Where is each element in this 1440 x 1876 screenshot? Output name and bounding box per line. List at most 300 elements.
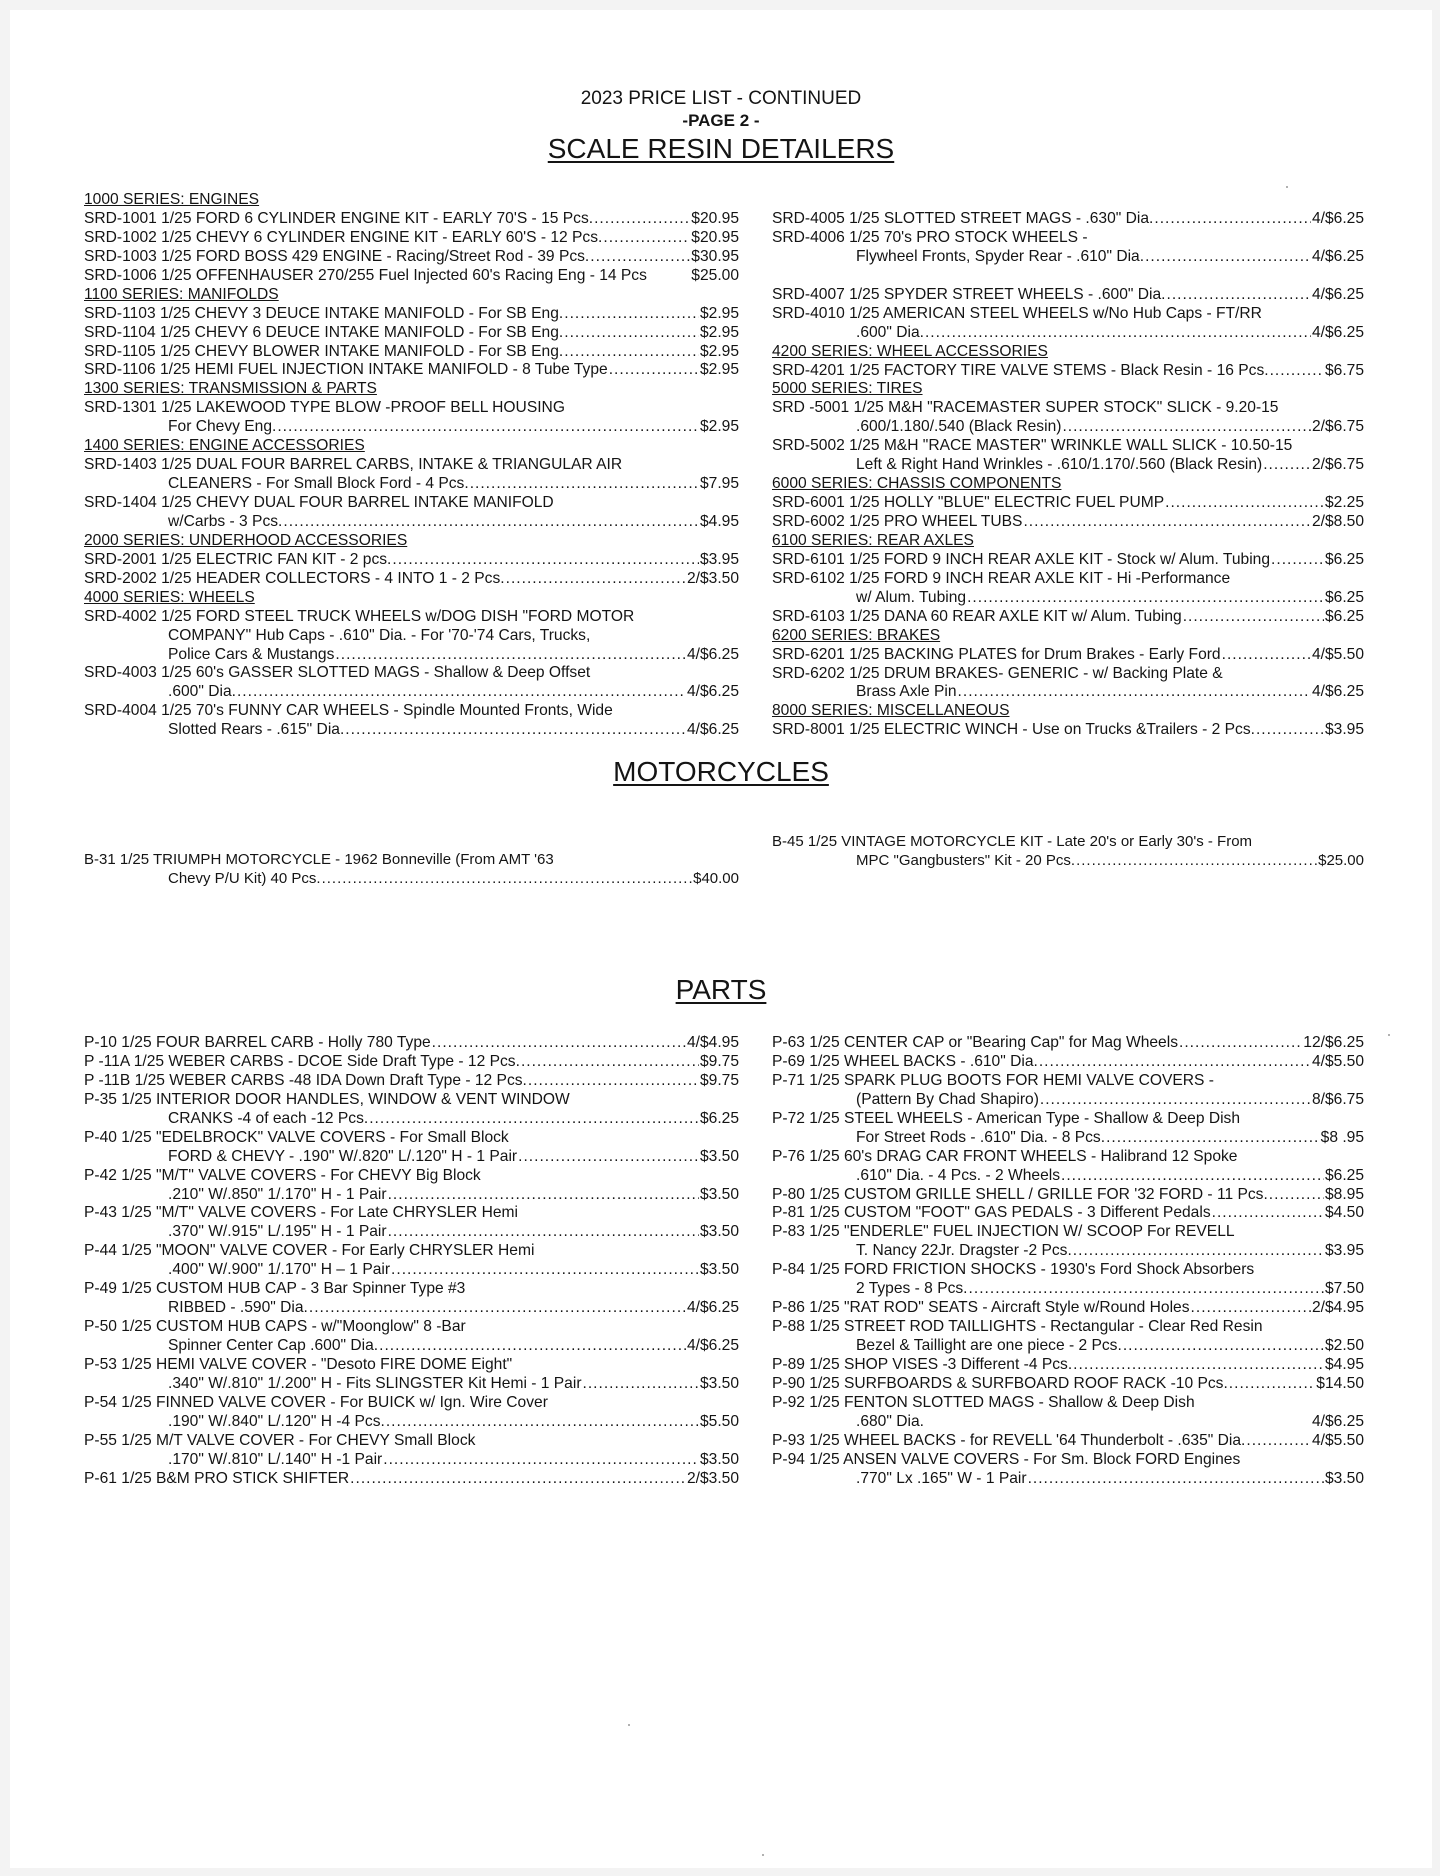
item-description: P-43 1/25 "M/T" VALVE COVERS - For Late CHRYSLER Hemi [84, 1204, 518, 1222]
item-price: 4/$5.50 [1311, 1052, 1364, 1070]
dot-leader [383, 1451, 699, 1470]
price-list-item [772, 721, 1364, 740]
dot-leader [388, 1223, 699, 1242]
price-list-item [772, 286, 1364, 305]
item-price: $4.95 [699, 512, 739, 530]
dot-leader [322, 870, 693, 889]
price-list-item [772, 305, 1364, 324]
item-description: SRD-1301 1/25 LAKEWOOD TYPE BLOW -PROOF BELL HOUSING [84, 399, 565, 417]
item-description: For Street Rods - .610" Dia. - 8 Pcs. [856, 1128, 1106, 1146]
price-list-item [84, 210, 739, 229]
dot-leader [958, 683, 1311, 702]
price-list-item [84, 343, 739, 362]
price-list-item [84, 1186, 739, 1205]
price-list-item [84, 1432, 739, 1451]
price-list-item [772, 1337, 1364, 1356]
price-list-item [772, 665, 1364, 684]
item-description: P-35 1/25 INTERIOR DOOR HANDLES, WINDOW & VENT WINDOW [84, 1090, 570, 1108]
price-list-item [772, 1034, 1364, 1053]
dot-leader [392, 551, 699, 570]
item-description: .680" Dia. [856, 1412, 924, 1430]
price-list-item [84, 399, 739, 418]
series-heading [84, 286, 739, 305]
price-list-item [772, 210, 1364, 229]
price-list-item [84, 475, 739, 494]
price-list-item [84, 646, 739, 665]
price-list-item [84, 1394, 739, 1413]
price-list-item [772, 1072, 1364, 1091]
item-description: Slotted Rears - .615" Dia. [168, 721, 345, 739]
price-list-item [772, 833, 1364, 852]
item-description: SRD-8001 1/25 ELECTRIC WINCH - Use on Trucks &Trailers - 2 Pcs. [772, 721, 1255, 739]
item-price: 4/$5.50 [1311, 645, 1364, 663]
dot-leader [603, 229, 690, 248]
motorcycles-right-column [772, 833, 1364, 871]
item-price: 2/$8.50 [1311, 513, 1364, 530]
item-description: P-49 1/25 CUSTOM HUB CAP - 3 Bar Spinner Type #3 [84, 1280, 466, 1298]
item-price: $3.50 [699, 1223, 739, 1241]
price-list-item [84, 1318, 739, 1337]
dot-leader [391, 1261, 699, 1280]
dot-leader [564, 305, 699, 324]
item-description: B-31 1/25 TRIUMPH MOTORCYCLE - 1962 Bonneville (From AMT '63 [84, 851, 554, 868]
parts-left-column [84, 1034, 739, 1489]
price-list-item [84, 361, 739, 380]
item-description: SRD-1104 1/25 CHEVY 6 DEUCE INTAKE MANIFOLD - For SB Eng. [84, 323, 564, 341]
dot-leader [1062, 418, 1311, 437]
scan-speck [1388, 1034, 1390, 1036]
item-description: P-81 1/25 CUSTOM "FOOT" GAS PEDALS - 3 Different Pedals [772, 1204, 1211, 1222]
dot-leader [1145, 248, 1311, 267]
price-list-item [84, 1413, 739, 1432]
price-list-item [84, 664, 739, 683]
price-list-item [772, 1375, 1364, 1394]
price-list-item [772, 1053, 1364, 1072]
item-description: SRD-4006 1/25 70's PRO STOCK WHEELS - [772, 228, 1088, 246]
item-price: $7.50 [1324, 1280, 1364, 1298]
item-description: SRD-6002 1/25 PRO WHEEL TUBS [772, 513, 1023, 530]
dot-leader [1269, 1186, 1324, 1205]
item-description: RIBBED - .590" Dia. [168, 1299, 308, 1317]
price-list-item [772, 324, 1364, 343]
item-description: P-89 1/25 SHOP VISES -3 Different -4 Pcs. [772, 1355, 1073, 1373]
dot-leader [583, 1375, 699, 1394]
price-list-item [84, 1299, 739, 1318]
price-list-item [84, 551, 739, 570]
scan-speck [628, 1724, 630, 1726]
price-list-item [772, 399, 1364, 418]
price-list-item [772, 456, 1364, 475]
item-description: P-72 1/25 STEEL WHEELS - American Type - Shallow & Deep Dish [772, 1109, 1241, 1127]
item-price: $3.50 [699, 1374, 739, 1392]
dot-leader [1028, 1470, 1324, 1489]
price-list-item [84, 1129, 739, 1148]
dot-leader [369, 1110, 699, 1129]
item-description: .600" Dia. [168, 683, 236, 701]
item-description: 1400 SERIES: ENGINE ACCESSORIES [84, 437, 365, 455]
price-list-page [10, 10, 1432, 1868]
price-list-item [84, 1470, 739, 1489]
item-description: P-69 1/25 WHEEL BACKS - .610" Dia. [772, 1052, 1038, 1070]
dot-leader [1154, 210, 1311, 229]
item-description: SRD-4003 1/25 60's GASSER SLOTTED MAGS - Shallow & Deep Offset [84, 664, 591, 682]
item-price: 2/$3.50 [686, 1469, 739, 1487]
price-list-item [84, 702, 739, 721]
series-heading [84, 589, 739, 608]
item-description: 6100 SERIES: REAR AXLES [772, 531, 974, 549]
item-description: SRD-4002 1/25 FORD STEEL TRUCK WHEELS w/DOG DISH "FORD MOTOR [84, 607, 635, 625]
item-price: $3.50 [699, 1185, 739, 1203]
item-description: P-55 1/25 M/T VALVE COVER - For CHEVY Small Block [84, 1431, 476, 1449]
dot-leader [283, 513, 699, 532]
section-heading-detailers: SCALE RESIN DETAILERS [547, 133, 895, 164]
dot-leader [1123, 1337, 1324, 1356]
item-description: CLEANERS - For Small Block Ford - 4 Pcs. [168, 475, 469, 493]
price-list-item [772, 1261, 1364, 1280]
dot-leader [388, 1186, 699, 1205]
item-price: $2.95 [699, 304, 739, 322]
item-description: .400" W/.900" 1/.170" H – 1 Pair [168, 1261, 391, 1279]
series-heading [772, 343, 1364, 362]
dot-leader [1271, 551, 1324, 570]
item-price: $40.00 [693, 869, 739, 887]
item-price: $2.25 [1324, 494, 1364, 512]
dot-leader [506, 570, 686, 589]
item-description: .770" Lx .165" W - 1 Pair [856, 1469, 1027, 1487]
item-price: $3.50 [1324, 1469, 1364, 1487]
item-price: $4.95 [1324, 1355, 1364, 1373]
dot-leader [1076, 852, 1317, 871]
price-list-title: 2023 PRICE LIST - CONTINUED [580, 88, 862, 109]
dot-leader [345, 721, 686, 740]
price-list-item [84, 229, 739, 248]
price-list-item [772, 1167, 1364, 1186]
item-price: $3.95 [1324, 1242, 1364, 1260]
dot-leader [969, 1280, 1324, 1299]
item-price: $6.25 [1324, 588, 1364, 606]
dot-leader [1106, 1129, 1320, 1148]
price-list-item [84, 1356, 739, 1375]
price-list-item [84, 1091, 739, 1110]
item-price: $3.95 [699, 550, 739, 568]
price-list-item [84, 418, 739, 437]
price-list-item [772, 1299, 1364, 1318]
item-description: COMPANY" Hub Caps - .610" Dia. - For '70-'74 Cars, Trucks, [168, 626, 591, 644]
dot-leader [1073, 1356, 1324, 1375]
price-list-item [84, 456, 739, 475]
item-description: For Chevy Eng. [168, 418, 277, 436]
item-description: P-53 1/25 HEMI VALVE COVER - "Desoto FIRE DOME Eight" [84, 1355, 513, 1373]
item-description: P-94 1/25 ANSEN VALVE COVERS - For Sm. Block FORD Engines [772, 1450, 1241, 1468]
series-heading [84, 532, 739, 551]
series-heading [772, 475, 1364, 494]
dot-leader [277, 418, 699, 437]
item-price: $9.75 [699, 1052, 739, 1070]
item-description: T. Nancy 22Jr. Dragster -2 Pcs. [856, 1242, 1072, 1260]
item-description: Bezel & Taillight are one piece - 2 Pcs. [856, 1337, 1122, 1354]
item-description: .190" W/.840" L/.120" H -4 Pcs. [168, 1412, 385, 1430]
dot-leader [1191, 1299, 1311, 1318]
price-list-item [84, 248, 739, 267]
price-list-item [84, 267, 739, 286]
item-description: (Pattern By Chad Shapiro) [856, 1090, 1039, 1108]
price-list-item [772, 362, 1364, 381]
item-price: $6.25 [1324, 550, 1364, 568]
item-price: 4/$6.25 [1311, 285, 1364, 303]
price-list-item [772, 437, 1364, 456]
item-price: 4/$6.25 [1311, 247, 1364, 265]
price-list-item [772, 852, 1364, 871]
item-description: Police Cars & Mustangs [168, 645, 335, 663]
item-description: SRD-2001 1/25 ELECTRIC FAN KIT - 2 pcs. [84, 550, 392, 568]
item-description: SRD-1103 1/25 CHEVY 3 DEUCE INTAKE MANIFOLD - For SB Eng. [84, 304, 564, 322]
series-heading [772, 532, 1364, 551]
price-list-item [772, 1148, 1364, 1167]
parts-right-column [772, 1034, 1364, 1489]
price-list-item [84, 1148, 739, 1167]
item-description: P-50 1/25 CUSTOM HUB CAPS - w/"Moonglow" 8 -Bar [84, 1318, 466, 1336]
item-description: SRD-4010 1/25 AMERICAN STEEL WHEELS w/No Hub Caps - FT/RR [772, 304, 1262, 322]
item-price: $6.25 [1324, 1166, 1364, 1184]
price-list-item [84, 1280, 739, 1299]
item-description: P-40 1/25 "EDELBROCK" VALVE COVERS - For Small Block [84, 1128, 509, 1146]
price-list-item [772, 608, 1364, 627]
price-list-item [772, 1451, 1364, 1470]
scan-speck [762, 1854, 764, 1856]
item-description: SRD-6101 1/25 FORD 9 INCH REAR AXLE KIT - Stock w/ Alum. Tubing [772, 550, 1271, 568]
item-description: P-80 1/25 CUSTOM GRILLE SHELL / GRILLE FOR '32 FORD - 11 Pcs. [772, 1185, 1268, 1203]
item-description: Left & Right Hand Wrinkles - .610/1.170/.560 (Black Resin) [856, 456, 1263, 474]
item-description: SRD-1001 1/25 FORD 6 CYLINDER ENGINE KIT - EARLY 70'S - 15 Pcs. [84, 209, 594, 227]
item-description: .340" W/.810" 1/.200" H - Fits SLINGSTER Kit Hemi - 1 Pair [168, 1374, 582, 1392]
item-description: P-76 1/25 60's DRAG CAR FRONT WHEELS - Halibrand 12 Spoke [772, 1147, 1238, 1165]
item-price: 4/$5.50 [1311, 1431, 1364, 1449]
dot-leader [1061, 1167, 1324, 1186]
item-price: $3.50 [699, 1147, 739, 1165]
item-description: 5000 SERIES: TIRES [772, 380, 923, 398]
dot-leader [1039, 1053, 1311, 1072]
price-list-item [772, 683, 1364, 702]
item-price: $6.25 [1324, 607, 1364, 625]
item-price: $20.95 [691, 209, 739, 227]
item-description: 1300 SERIES: TRANSMISSION & PARTS [84, 380, 377, 398]
dot-leader [386, 1413, 699, 1432]
item-description: .600" Dia. [856, 323, 924, 341]
dot-leader [1073, 1242, 1324, 1261]
series-heading [84, 380, 739, 399]
item-description: SRD -5001 1/25 M&H "RACEMASTER SUPER STOCK" SLICK - 9.20-15 [772, 399, 1279, 417]
item-description: SRD-4007 1/25 SPYDER STREET WHEELS - .600" Dia. [772, 285, 1166, 303]
item-description: .170" W/.810" L/.140" H -1 Pair [168, 1450, 383, 1468]
item-price: $2.50 [1324, 1337, 1364, 1354]
price-list-item [772, 1129, 1364, 1148]
item-description: SRD-6103 1/25 DANA 60 REAR AXLE KIT w/ Alum. Tubing [772, 607, 1182, 625]
item-price: 4/$6.25 [1311, 323, 1364, 341]
price-list-item [84, 721, 739, 740]
item-description: P-92 1/25 FENTON SLOTTED MAGS - Shallow & Deep Dish [772, 1393, 1195, 1411]
item-description: SRD-2002 1/25 HEADER COLLECTORS - 4 INTO 1 - 2 Pcs. [84, 569, 505, 587]
item-description: P -11B 1/25 WEBER CARBS -48 IDA Down Draft Type - 12 Pcs. [84, 1071, 527, 1089]
dot-leader [470, 475, 699, 494]
item-price: 12/$6.25 [1303, 1034, 1364, 1051]
item-description: 1100 SERIES: MANIFOLDS [84, 285, 279, 303]
item-description: P-44 1/25 "MOON" VALVE COVER - For Early CHRYSLER Hemi [84, 1242, 535, 1260]
dot-leader [521, 1053, 699, 1072]
item-description: MPC "Gangbusters" Kit - 20 Pcs. [856, 851, 1076, 869]
item-description: 4200 SERIES: WHEEL ACCESSORIES [772, 342, 1048, 360]
dot-leader [590, 248, 690, 267]
dot-leader [1263, 456, 1311, 475]
price-list-item [84, 1167, 739, 1186]
price-list-item [84, 1242, 739, 1261]
motorcycles-left-column [84, 851, 739, 889]
price-list-item [772, 1223, 1364, 1242]
item-price: 4/$6.25 [686, 1337, 739, 1354]
dot-leader [350, 1470, 686, 1489]
item-description: SRD-4005 1/25 SLOTTED STREET MAGS - .630" Dia. [772, 210, 1154, 227]
section-heading-parts: PARTS [675, 974, 767, 1005]
item-price: $3.50 [699, 1261, 739, 1279]
series-heading [84, 191, 739, 210]
item-price: $8 .95 [1320, 1128, 1364, 1146]
section-heading-motorcycles: MOTORCYCLES [613, 756, 829, 787]
detailers-right-column [772, 210, 1364, 740]
item-price: 4/$6.25 [1311, 1412, 1364, 1430]
item-description: .370" W/.915" L/.195" H - 1 Pair [168, 1223, 387, 1241]
item-description: w/Carbs - 3 Pcs. [168, 512, 283, 530]
item-description: P-54 1/25 FINNED VALVE COVER - For BUICK w/ Ign. Wire Cover [84, 1393, 548, 1411]
item-description: SRD-6201 1/25 BACKING PLATES for Drum Brakes - Early Ford [772, 645, 1221, 663]
price-list-item [772, 1242, 1364, 1261]
item-description: SRD-1002 1/25 CHEVY 6 CYLINDER ENGINE KIT - EARLY 60'S - 12 Pcs. [84, 228, 603, 246]
item-price: $5.50 [699, 1412, 739, 1430]
price-list-item [772, 418, 1364, 437]
dot-leader [967, 589, 1324, 608]
item-description: P-86 1/25 "RAT ROD" SEATS - Aircraft Style w/Round Holes [772, 1299, 1190, 1317]
item-description: SRD-1105 1/25 CHEVY BLOWER INTAKE MANIFOLD - For SB Eng. [84, 342, 564, 360]
item-price: $2.95 [699, 323, 739, 341]
item-description: P-90 1/25 SURFBOARDS & SURFBOARD ROOF RACK -10 Pcs. [772, 1374, 1228, 1392]
item-description: 2 Types - 8 Pcs. [856, 1280, 968, 1298]
price-list-item [84, 683, 739, 702]
price-list-item [84, 305, 739, 324]
item-description: P-71 1/25 SPARK PLUG BOOTS FOR HEMI VALVE COVERS - [772, 1071, 1214, 1089]
item-price: $3.50 [699, 1450, 739, 1468]
price-list-item [772, 1186, 1364, 1205]
price-list-item [772, 1413, 1364, 1432]
price-list-item [772, 1318, 1364, 1337]
dot-leader [528, 1072, 699, 1091]
price-list-item [772, 229, 1364, 248]
dot-leader [1179, 1034, 1302, 1053]
item-price: $2.95 [699, 418, 739, 436]
price-list-item [84, 570, 739, 589]
dot-leader [1183, 608, 1324, 627]
price-list-item [772, 646, 1364, 665]
item-price: $7.95 [699, 475, 739, 493]
dot-leader [1270, 362, 1324, 381]
item-description: 2000 SERIES: UNDERHOOD ACCESSORIES [84, 531, 408, 549]
price-list-item [772, 1432, 1364, 1451]
series-heading [772, 627, 1364, 646]
item-price: 4/$6.25 [1311, 210, 1364, 227]
price-list-item [84, 1223, 739, 1242]
item-price: 4/$6.25 [686, 721, 739, 739]
price-list-item [84, 1337, 739, 1356]
item-description: B-45 1/25 VINTAGE MOTORCYCLE KIT - Late 20's or Early 30's - From [772, 833, 1253, 850]
item-description: CRANKS -4 of each -12 Pcs. [168, 1109, 369, 1127]
item-description: Brass Axle Pin [856, 683, 957, 701]
item-description: Chevy P/U Kit) 40 Pcs. [168, 869, 321, 887]
dot-leader [1040, 1091, 1311, 1110]
item-description: P-63 1/25 CENTER CAP or "Bearing Cap" for Mag Wheels [772, 1034, 1178, 1051]
item-price: 4/$6.25 [1311, 683, 1364, 701]
item-description: P-84 1/25 FORD FRICTION SHOCKS - 1930's Ford Shock Absorbers [772, 1261, 1255, 1279]
price-list-item [772, 248, 1364, 267]
item-description: SRD-6001 1/25 HOLLY "BLUE" ELECTRIC FUEL PUMP [772, 494, 1165, 512]
item-price: 4/$6.25 [686, 645, 739, 663]
item-description: P-88 1/25 STREET ROD TAILLIGHTS - Rectangular - Clear Red Resin [772, 1318, 1263, 1336]
item-description: P-42 1/25 "M/T" VALVE COVERS - For CHEVY Big Block [84, 1166, 481, 1184]
dot-leader [564, 343, 699, 362]
price-list-item [772, 1204, 1364, 1223]
price-list-item [772, 513, 1364, 532]
item-price: 4/$4.95 [686, 1034, 739, 1051]
dot-leader [432, 1034, 686, 1053]
item-price: $2.95 [699, 342, 739, 360]
price-list-item [772, 570, 1364, 589]
item-description: 1000 SERIES: ENGINES [84, 191, 260, 208]
price-list-item [84, 608, 739, 627]
item-description: 6200 SERIES: BRAKES [772, 626, 941, 644]
item-price: $14.50 [1316, 1374, 1364, 1392]
dot-leader [335, 646, 686, 665]
price-list-item [772, 1356, 1364, 1375]
series-heading [84, 437, 739, 456]
dot-leader [925, 324, 1311, 343]
dot-leader [1212, 1204, 1324, 1223]
item-description: .610" Dia. - 4 Pcs. - 2 Wheels [856, 1166, 1060, 1184]
item-price: 2/$4.95 [1311, 1299, 1364, 1317]
item-description: SRD-1404 1/25 CHEVY DUAL FOUR BARREL INTAKE MANIFOLD [84, 494, 554, 511]
item-price: $8.95 [1324, 1185, 1364, 1203]
dot-leader [309, 1299, 686, 1318]
item-description: SRD-1403 1/25 DUAL FOUR BARREL CARBS, INTAKE & TRIANGULAR AIR [84, 456, 623, 474]
price-list-item [772, 1091, 1364, 1110]
dot-leader [1165, 494, 1324, 513]
series-heading [772, 702, 1364, 721]
item-description: SRD-1003 1/25 FORD BOSS 429 ENGINE - Racing/Street Rod - 39 Pcs. [84, 247, 590, 265]
item-description: SRD-5002 1/25 M&H "RACE MASTER" WRINKLE WALL SLICK - 10.50-15 [772, 437, 1293, 455]
item-price: 4/$6.25 [686, 683, 739, 701]
item-description: P-61 1/25 B&M PRO STICK SHIFTER [84, 1469, 350, 1487]
item-description: SRD-1106 1/25 HEMI FUEL INJECTION INTAKE MANIFOLD - 8 Tube Type [84, 361, 608, 379]
item-price: $2.95 [699, 361, 739, 379]
page-number: -PAGE 2 - [682, 111, 760, 130]
price-list-item [84, 324, 739, 343]
price-list-item [84, 870, 739, 889]
price-list-item [84, 1053, 739, 1072]
price-list-item [84, 1110, 739, 1129]
detailers-left-column [84, 191, 739, 740]
dot-leader [609, 361, 699, 380]
price-list-item [772, 551, 1364, 570]
item-price: 2/$3.50 [686, 569, 739, 587]
item-price: $25.00 [1318, 851, 1364, 869]
price-list-item [772, 1394, 1364, 1413]
item-price: $25.00 [691, 266, 739, 284]
dot-leader [379, 1337, 686, 1356]
